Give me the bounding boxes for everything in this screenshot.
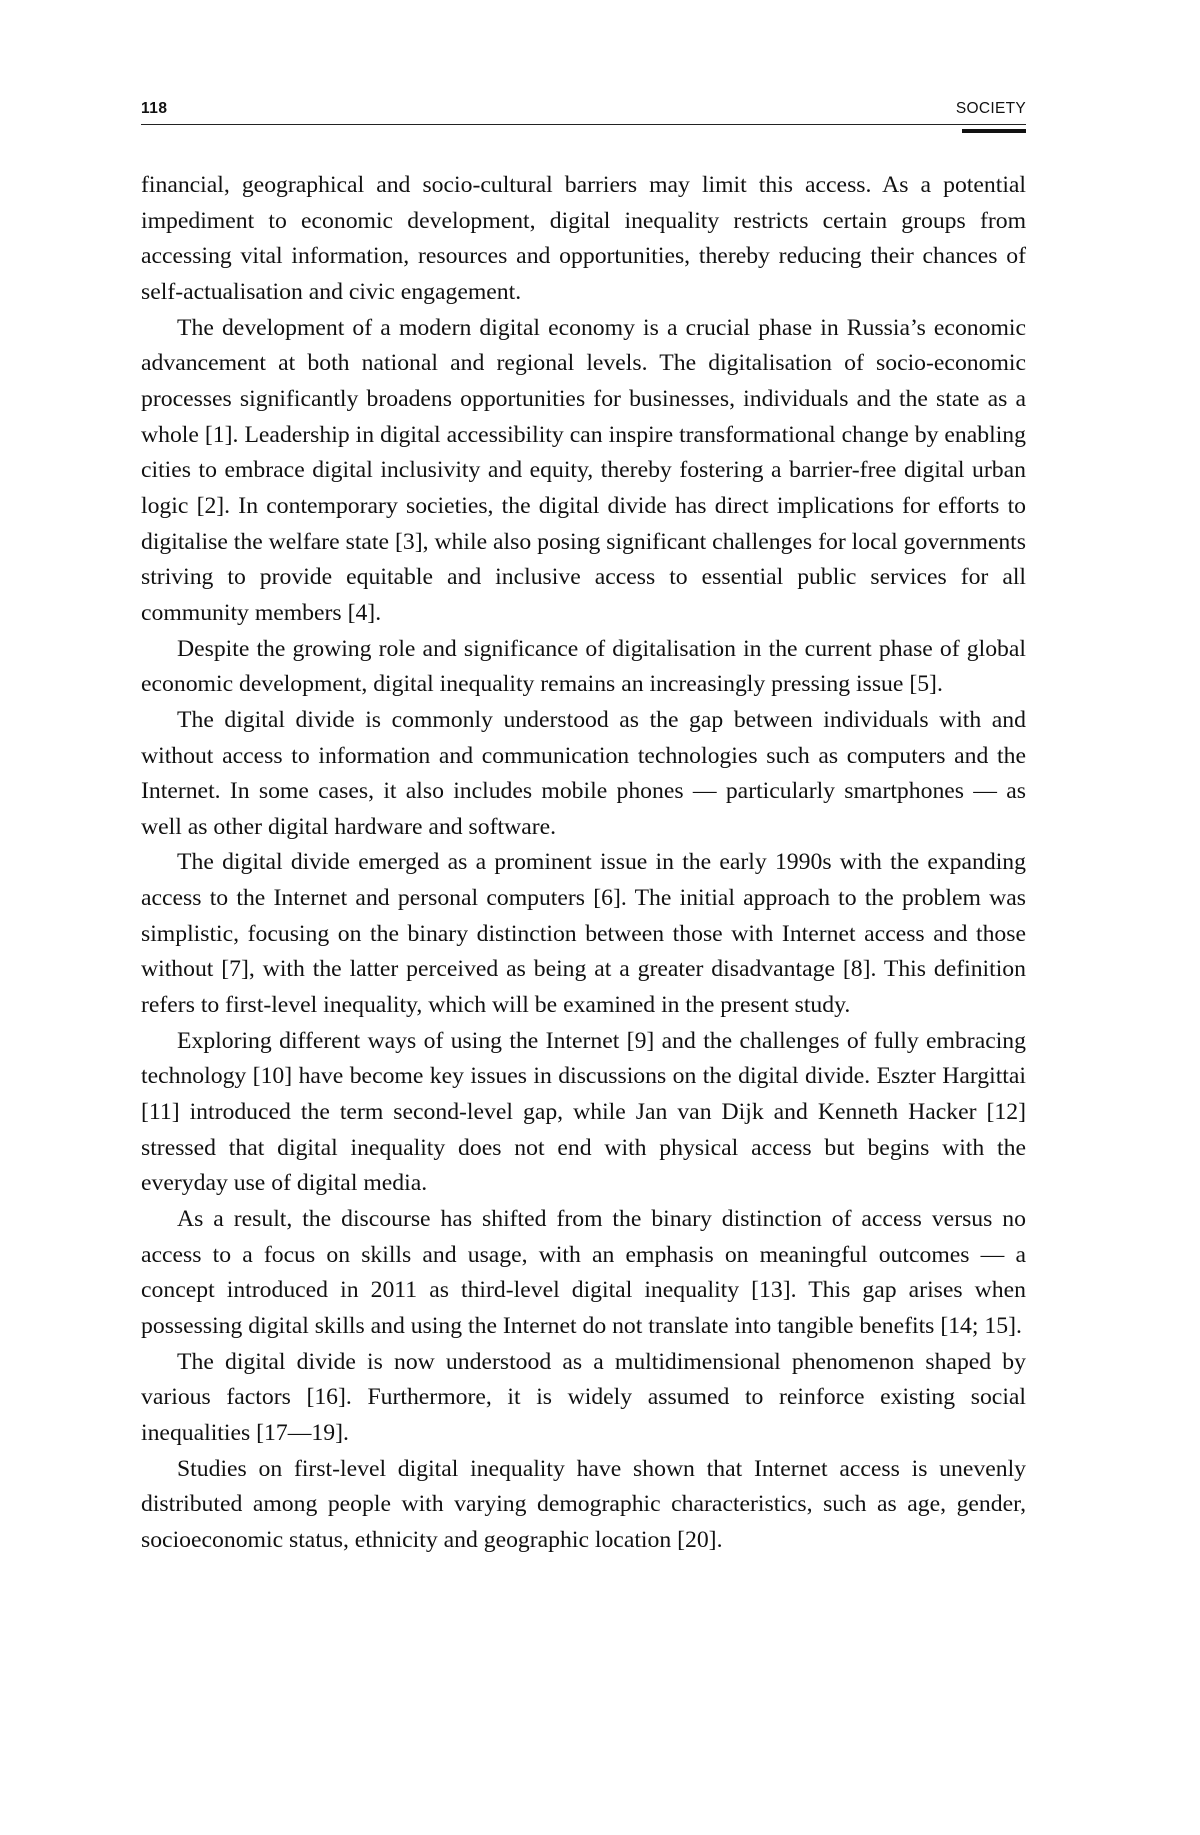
- paragraph-continued: financial, geographical and socio-cultural barriers may limit this access. As a potential impediment to economic development, digital inequality restricts certain groups from accessing vital information, resources and opportunities, thereby reducing their chances of self-actualisation and civic engagement.: [141, 172, 1026, 305]
- paragraph: Studies on first-level digital inequality have shown that Internet access is unevenly distributed among people with varying demographic characteristics, such as age, gender, socioeconomic status, ethnicity and geographic location [20].: [141, 1455, 1026, 1553]
- paragraph: Exploring different ways of using the Internet [9] and the challenges of fully embracing technology [10] have become key issues in discussions on the digital divide. Eszter Hargittai [11] introduced the term second-level gap, while Jan van Dijk and Kenneth Hacker [12] stressed that digital inequality does not end with physical access but begins with the everyday use of digital media.: [141, 1027, 1026, 1197]
- paragraph: The digital divide emerged as a prominent issue in the early 1990s with the expanding access to the Internet and personal computers [6]. The initial approach to the problem was simplistic, focusing on the binary distinction between those with Internet access and those without [7], with the latter perceived as being at a greater disadvantage [8]. This definition refers to first-level inequality, which will be examined in the present study.: [141, 849, 1026, 1019]
- paragraph: Despite the growing role and significance of digitalisation in the current phase of global economic development, digital inequality remains an increasingly pressing issue [5].: [141, 635, 1026, 698]
- page-number: 118: [141, 100, 168, 117]
- paragraph: As a result, the discourse has shifted from the binary distinction of access versus no access to a focus on skills and usage, with an emphasis on meaningful outcomes — a concept introduced in 2011 as third-level digital inequality [13]. This gap arises when possessing digital skills and using the Internet do not translate into tangible benefits [14; 15].: [141, 1206, 1026, 1339]
- body-text: [141, 168, 1026, 1559]
- paragraph: The digital divide is commonly understood as the gap between individuals with and without access to information and communication technologies such as computers and the Internet. In some cases, it also includes mobile phones — particularly smartphones — as well as other digital hardware and software.: [141, 706, 1026, 840]
- section-title: SOCIETY: [955, 100, 1026, 117]
- running-head: [141, 100, 1026, 122]
- header-rule-accent: [962, 129, 1026, 133]
- paragraph: The development of a modern digital economy is a crucial phase in Russia’s economic advancement at both national and regional levels. The digitalisation of socio-economic processes significantly broadens opportunities for businesses, individuals and the state as a whole [1]. Leadership in digital accessibility can inspire transformational change by enabling cities to embrace digital inclusivity and equity, thereby fostering a barrier-free digital urban logic [2]. In contemporary societies, the digital divide has direct implications for efforts to digitalise the welfare state [3], while also posing significant challenges for local governments striving to provide equitable and inclusive access to essential public services for all community members [4].: [141, 314, 1026, 626]
- header-rule: [141, 124, 1026, 125]
- paragraph: The digital divide is now understood as a multidimensional phenomenon shaped by various factors [16]. Furthermore, it is widely assumed to reinforce existing social inequalities [17—19].: [141, 1348, 1026, 1446]
